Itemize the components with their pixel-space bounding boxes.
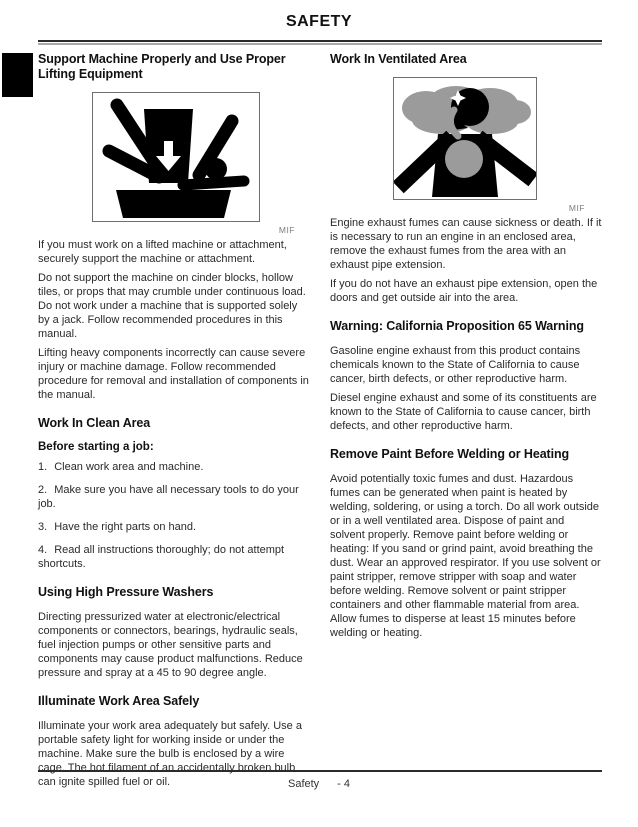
figure-caption: MIF bbox=[278, 225, 295, 235]
footer-divider bbox=[38, 770, 602, 772]
paragraph: Do not support the machine on cinder blocks, hollow tiles, or props that may crumble under continuous load. Do not work under a machine that is supported solely by a jack. Follow recommended procedures in this manual. bbox=[38, 272, 306, 340]
section-heading-prop65: Warning: California Proposition 65 Warning bbox=[330, 319, 584, 333]
list-subheading: Before starting a job: bbox=[38, 441, 154, 453]
paragraph: Engine exhaust fumes can cause sickness or death. If it is necessary to run an engine in an enclosed area, remove the exhaust fumes from the area with an exhaust pipe extension. bbox=[330, 217, 602, 271]
list-item-text: Make sure you have all necessary tools to do your job. bbox=[38, 484, 299, 510]
paragraph: Gasoline engine exhaust from this product contains chemicals known to the State of California to cause cancer, birth defects, or other reproductive harm. bbox=[330, 345, 581, 385]
crush-hazard-pictogram bbox=[92, 92, 260, 222]
list-item bbox=[38, 460, 310, 474]
list-item-number: 4. bbox=[38, 544, 48, 556]
left-column bbox=[38, 52, 310, 794]
figure-caption: MIF bbox=[568, 203, 585, 213]
page-footer bbox=[0, 778, 638, 790]
list-item-number: 2. bbox=[38, 484, 48, 496]
paragraph: Avoid potentially toxic fumes and dust. Hazardous fumes can be generated when paint is heated by welding, soldering, or using a torch. Do all work outside or in a well ventilated area. Dispose of paint and solvent properly. Remove paint before welding or heating: If you sand or grind paint, avoid breathing the dust. Wear an approved respirator. If you use solvent or paint stripper, remove stripper with soap and water before welding. Remove solvent or paint stripper containers and other flammable material from area. Allow fumes to disperse at least 15 minutes before welding or heating. bbox=[330, 473, 601, 639]
paragraph: If you do not have an exhaust pipe extension, open the doors and get outside air into the area. bbox=[330, 278, 598, 304]
list-item-text: Read all instructions thoroughly; do not attempt shortcuts. bbox=[38, 544, 285, 570]
right-column bbox=[330, 52, 602, 794]
crush-hazard-icon bbox=[93, 93, 259, 221]
section-heading-pressure-washers: Using High Pressure Washers bbox=[38, 585, 214, 599]
list-item bbox=[38, 483, 310, 511]
exhaust-fumes-pictogram bbox=[393, 77, 537, 200]
paragraph: If you must work on a lifted machine or attachment, securely support the machine or attachment. bbox=[38, 239, 287, 265]
list-item-number: 3. bbox=[38, 521, 48, 533]
footer-section-label: Safety bbox=[287, 778, 320, 790]
paragraph: Lifting heavy components incorrectly can cause severe injury or machine damage. Follow recommended procedure for removal and installation of components in the manual. bbox=[38, 347, 309, 401]
list-item-number: 1. bbox=[38, 461, 48, 473]
page-title: SAFETY bbox=[285, 13, 353, 30]
section-heading-support-machine: Support Machine Properly and Use Proper Lifting Equipment bbox=[38, 52, 286, 81]
header-divider bbox=[38, 40, 602, 45]
exhaust-fumes-figure bbox=[393, 77, 585, 213]
list-item bbox=[38, 543, 310, 571]
list-item-text: Clean work area and machine. bbox=[54, 461, 204, 473]
list-item-text: Have the right parts on hand. bbox=[54, 521, 197, 533]
paragraph: Illuminate your work area adequately but safely. Use a portable safety light for working inside or under the machine. Make sure the bulb is enclosed by a wire cage. The hot filament of an accidentally broken bulb can ignite spilled fuel or oil. bbox=[38, 720, 302, 788]
exhaust-fumes-icon bbox=[394, 78, 536, 199]
section-heading-illuminate: Illuminate Work Area Safely bbox=[38, 694, 200, 708]
section-heading-ventilated-area: Work In Ventilated Area bbox=[330, 52, 467, 66]
section-heading-remove-paint: Remove Paint Before Welding or Heating bbox=[330, 447, 570, 461]
section-heading-clean-area: Work In Clean Area bbox=[38, 416, 151, 430]
paragraph: Directing pressurized water at electronic/electrical components or connectors, bearings, hydraulic seals, fuel injection pumps or other sensitive parts and components may cause product malfunctions. Reduce pressure and spray at a 45 to 90 degree angle. bbox=[38, 611, 303, 679]
paragraph: Diesel engine exhaust and some of its constituents are known to the State of California to cause cancer, birth defects, and other reproductive harm. bbox=[330, 392, 597, 432]
crush-hazard-figure bbox=[92, 92, 295, 235]
footer-page-number: - 4 bbox=[337, 778, 351, 790]
content-columns bbox=[38, 52, 602, 794]
list-item bbox=[38, 520, 310, 534]
page-edge-tab bbox=[2, 53, 33, 97]
